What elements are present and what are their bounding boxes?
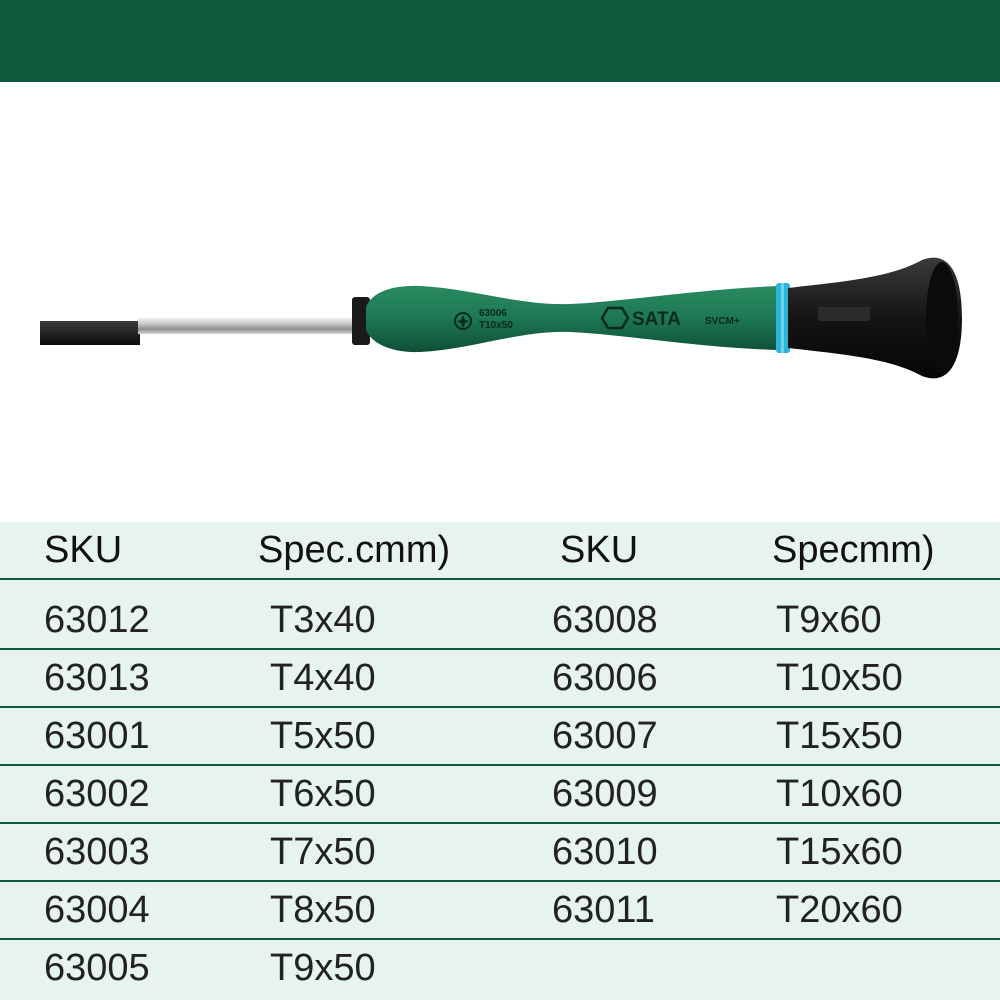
sku-right-cell: 63009 bbox=[552, 773, 658, 815]
spec-right-cell: T20x60 bbox=[776, 889, 903, 931]
table-header-row bbox=[0, 522, 1000, 580]
spec-left-cell: T8x50 bbox=[270, 889, 376, 931]
sku-left-cell: 63002 bbox=[44, 773, 150, 815]
spec-left-cell: T7x50 bbox=[270, 831, 376, 873]
spec-right-cell: T10x60 bbox=[776, 773, 903, 815]
table-row bbox=[0, 592, 1000, 650]
torx-tip bbox=[40, 321, 140, 345]
shaft bbox=[138, 318, 360, 334]
spec-left-cell: T9x50 bbox=[270, 947, 376, 989]
sku-left-cell: 63003 bbox=[44, 831, 150, 873]
sku-left-cell: 63004 bbox=[44, 889, 150, 931]
spec-left-cell: T3x40 bbox=[270, 599, 376, 641]
model-code-text: 63006 bbox=[479, 308, 507, 319]
spec-right-cell: T10x50 bbox=[776, 657, 903, 699]
header-sku-right: SKU bbox=[560, 529, 639, 571]
spec-table bbox=[0, 522, 1000, 1000]
spec-right-cell: T15x60 bbox=[776, 831, 903, 873]
table-row bbox=[0, 708, 1000, 766]
sku-right-cell: 63007 bbox=[552, 715, 658, 757]
sku-right-cell: 63010 bbox=[552, 831, 658, 873]
product-photo bbox=[0, 82, 1000, 522]
table-row bbox=[0, 882, 1000, 940]
sku-left-cell: 63012 bbox=[44, 599, 150, 641]
sku-right-cell: 63006 bbox=[552, 657, 658, 699]
header-sku-left: SKU bbox=[44, 529, 123, 571]
model-size-text: T10x50 bbox=[479, 320, 513, 331]
spec-left-cell: T4x40 bbox=[270, 657, 376, 699]
spec-left-cell: T5x50 bbox=[270, 715, 376, 757]
top-banner bbox=[0, 0, 1000, 82]
table-row bbox=[0, 766, 1000, 824]
screwdriver-image bbox=[0, 82, 1000, 522]
series-text: SVCM+ bbox=[705, 316, 740, 327]
spec-right-cell: T15x50 bbox=[776, 715, 903, 757]
brand-text: SATA bbox=[632, 309, 681, 330]
sku-right-cell: 63008 bbox=[552, 599, 658, 641]
sku-right-cell: 63011 bbox=[552, 889, 655, 931]
table-row bbox=[0, 650, 1000, 708]
sku-left-cell: 63013 bbox=[44, 657, 150, 699]
header-spec-left: Spec.cmm) bbox=[258, 529, 451, 571]
table-row bbox=[0, 940, 1000, 998]
spec-right-cell: T9x60 bbox=[776, 599, 882, 641]
sku-left-cell: 63001 bbox=[44, 715, 150, 757]
header-spec-right: Specmm) bbox=[772, 529, 935, 571]
table-row bbox=[0, 824, 1000, 882]
sku-left-cell: 63005 bbox=[44, 947, 150, 989]
spec-left-cell: T6x50 bbox=[270, 773, 376, 815]
